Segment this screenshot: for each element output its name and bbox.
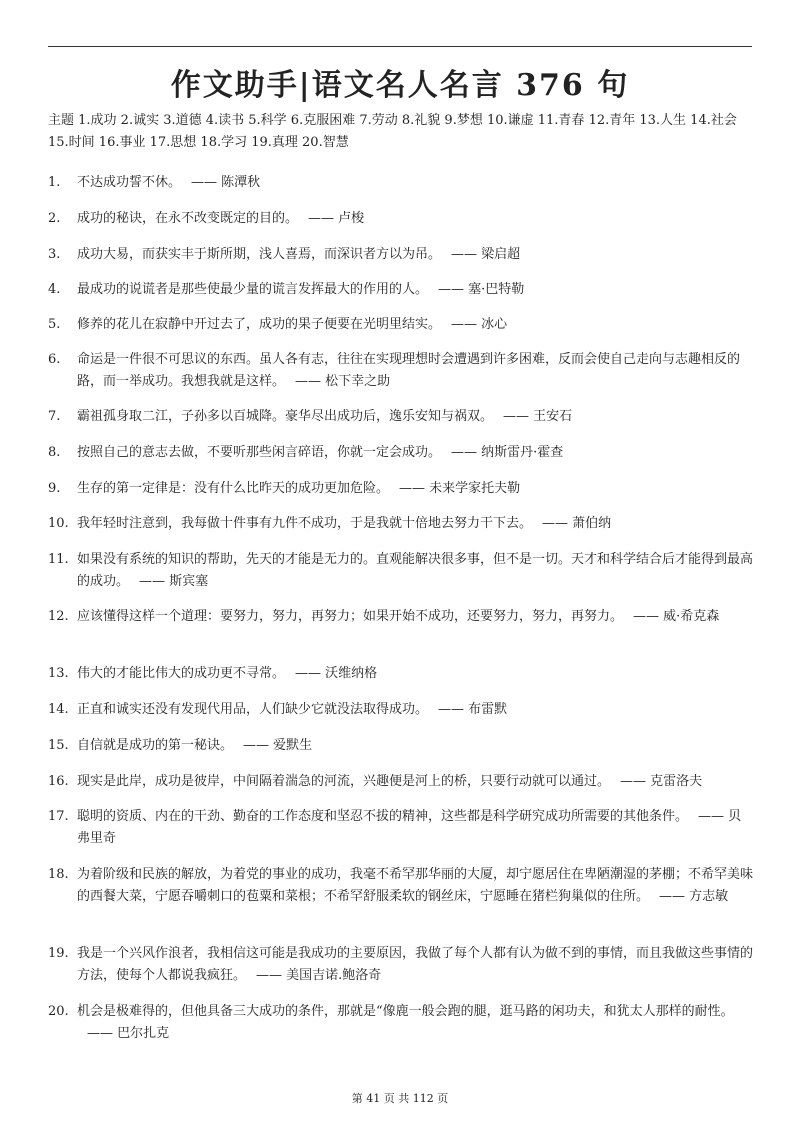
quote-item bbox=[48, 406, 754, 428]
quote-text: 最成功的说谎者是那些使最少量的谎言发挥最大的作用的人。 bbox=[77, 282, 429, 297]
quote-author: —— 美国吉诺.鲍洛奇 bbox=[256, 968, 382, 983]
quote-author: —— 爱默生 bbox=[243, 738, 313, 753]
quote-body bbox=[77, 663, 754, 685]
quote-number: 1. bbox=[48, 175, 61, 190]
quote-author: —— 克雷洛夫 bbox=[620, 774, 703, 789]
quote-author: —— 卢梭 bbox=[308, 211, 365, 226]
quote-text: 如果没有系统的知识的帮助，先天的才能是无力的。直观能解决很多事，但不是一切。天才和科学结合后才能得到最高的成功。 bbox=[77, 552, 754, 589]
quote-item bbox=[48, 663, 754, 685]
quote-text: 正直和诚实还没有发现代用品，人们缺少它就没法取得成功。 bbox=[77, 702, 429, 717]
page-footer: 第 41 页 共 112 页 bbox=[351, 1092, 449, 1105]
quote-item bbox=[48, 172, 754, 194]
quote-body bbox=[77, 406, 754, 428]
quote-item bbox=[48, 864, 754, 908]
quote-number: 12. bbox=[48, 609, 69, 624]
quote-number: 9. bbox=[48, 481, 61, 496]
quote-number: 5. bbox=[48, 317, 61, 332]
topics-line: 主题 1.成功 2.诚实 3.道德 4.读书 5.科学 6.克服困难 7.劳动 8.礼貌 9.梦想 10.谦虚 11.青春 12.青年 13.人生 14.社会 15.时间 16.事业 17.思想 18.学习 19.真理 20.智慧 bbox=[48, 113, 737, 150]
quote-body bbox=[77, 314, 754, 336]
quote-item bbox=[48, 314, 754, 336]
quote-item bbox=[48, 943, 754, 987]
quote-text: 修养的花儿在寂静中开过去了，成功的果子便要在光明里结实。 bbox=[77, 317, 442, 332]
quote-body bbox=[77, 699, 754, 721]
quote-author: —— 未来学家托夫勒 bbox=[399, 481, 521, 496]
quote-number: 15. bbox=[48, 738, 69, 753]
quote-number: 3. bbox=[48, 247, 61, 262]
quote-number: 6. bbox=[48, 352, 61, 367]
quote-text: 成功大易，而获实丰于斯所期，浅人喜焉，而深识者方以为吊。 bbox=[77, 247, 442, 262]
quote-text: 机会是极难得的，但他具备三大成功的条件，那就是“像鹿一般会跑的腿，逛马路的闲功夫，和犹太人那样的耐性。 bbox=[77, 1004, 734, 1019]
quote-text: 伟大的才能比伟大的成功更不寻常。 bbox=[77, 666, 286, 681]
quote-item bbox=[48, 771, 754, 793]
quote-item bbox=[48, 349, 754, 393]
quote-author: —— 巴尔扎克 bbox=[87, 1026, 170, 1041]
quote-text: 现实是此岸，成功是彼岸，中间隔着湍急的河流，兴趣便是河上的桥，只要行动就可以通过。 bbox=[77, 774, 611, 789]
quote-text: 命运是一件很不可思议的东西。虽人各有志，往往在实现理想时会遭遇到许多困难，反而会使自己走向与志趣相反的路，而一举成功。我想我就是这样。 bbox=[77, 352, 741, 389]
quote-body bbox=[77, 279, 754, 301]
quote-number: 10. bbox=[48, 516, 69, 531]
quote-item bbox=[48, 699, 754, 721]
quote-body bbox=[77, 478, 754, 500]
quote-text: 我年轻时注意到，我每做十件事有九件不成功，于是我就十倍地去努力干下去。 bbox=[77, 516, 533, 531]
quote-body bbox=[77, 771, 754, 793]
quote-text: 聪明的资质、内在的干劲、勤奋的工作态度和坚忍不拔的精神，这些都是科学研究成功所需要的其他条件。 bbox=[77, 809, 689, 824]
quote-number: 20. bbox=[48, 1004, 69, 1019]
quote-number: 7. bbox=[48, 409, 61, 424]
quote-author: —— 陈潭秋 bbox=[191, 175, 261, 190]
quote-number: 16. bbox=[48, 774, 69, 789]
document-title: 作文助手|语文名人名言 376 句 bbox=[170, 68, 630, 103]
quote-body bbox=[77, 735, 754, 757]
quote-author: —— 王安石 bbox=[503, 409, 573, 424]
quote-number: 13. bbox=[48, 666, 69, 681]
quote-author: —— 塞·巴特勒 bbox=[438, 282, 525, 297]
quote-body bbox=[77, 513, 754, 535]
quote-body bbox=[77, 244, 754, 266]
quote-text: 按照自己的意志去做，不要听那些闲言碎语，你就一定会成功。 bbox=[77, 445, 442, 460]
quote-text: 我是一个兴风作浪者，我相信这可能是我成功的主要原因，我做了每个人都有认为做不到的事情，而且我做这些事情的方法，使每个人都说我疯狂。 bbox=[77, 946, 754, 983]
quote-author: —— 纳斯雷丹·霍查 bbox=[451, 445, 564, 460]
quote-author: —— 威·希克森 bbox=[633, 609, 720, 624]
quote-author: —— 冰心 bbox=[451, 317, 508, 332]
quote-text: 应该懂得这样一个道理：要努力，努力，再努力；如果开始不成功，还要努力，努力，再努力。 bbox=[77, 609, 624, 624]
quote-body bbox=[77, 172, 754, 194]
quote-body bbox=[77, 806, 754, 850]
quote-number: 4. bbox=[48, 282, 61, 297]
quote-body bbox=[77, 1001, 754, 1045]
quote-body bbox=[77, 943, 754, 987]
quote-body bbox=[77, 864, 754, 908]
quote-item bbox=[48, 513, 754, 535]
quote-author: —— 萧伯纳 bbox=[542, 516, 612, 531]
quote-item bbox=[48, 735, 754, 757]
quote-item bbox=[48, 442, 754, 464]
quote-body bbox=[77, 208, 754, 230]
quote-author: —— 斯宾塞 bbox=[139, 574, 209, 589]
quote-item bbox=[48, 208, 754, 230]
quote-body bbox=[77, 606, 754, 628]
quote-text: 成功的秘诀，在永不改变既定的目的。 bbox=[77, 211, 299, 226]
quote-item bbox=[48, 1001, 754, 1045]
quote-text: 不达成功誓不休。 bbox=[77, 175, 182, 190]
quote-author: —— 贝弗里奇 bbox=[77, 809, 742, 846]
quote-item bbox=[48, 244, 754, 266]
quote-body bbox=[77, 442, 754, 464]
quote-author: —— 梁启超 bbox=[451, 247, 521, 262]
top-rule bbox=[48, 46, 752, 47]
quote-item bbox=[48, 806, 754, 850]
quote-item bbox=[48, 478, 754, 500]
quote-author: —— 布雷默 bbox=[438, 702, 508, 717]
quote-number: 8. bbox=[48, 445, 61, 460]
quote-text: 霸祖孤身取二江，子孙多以百城降。豪华尽出成功后，逸乐安知与祸双。 bbox=[77, 409, 494, 424]
quote-number: 11. bbox=[48, 552, 69, 567]
quote-item bbox=[48, 549, 754, 593]
quote-number: 2. bbox=[48, 211, 61, 226]
quote-author: —— 松下幸之助 bbox=[295, 374, 391, 389]
quote-body bbox=[77, 549, 754, 593]
quote-number: 17. bbox=[48, 809, 69, 824]
quote-number: 19. bbox=[48, 946, 69, 961]
quote-body bbox=[77, 349, 754, 393]
quote-text: 自信就是成功的第一秘诀。 bbox=[77, 738, 234, 753]
quote-author: —— 沃维纳格 bbox=[295, 666, 378, 681]
quote-author: —— 方志敏 bbox=[659, 889, 729, 904]
quote-number: 18. bbox=[48, 867, 69, 882]
quote-item bbox=[48, 279, 754, 301]
quote-text: 为着阶级和民族的解放，为着党的事业的成功，我毫不希罕那华丽的大厦，却宁愿居住在卑陋潮湿的茅棚；不希罕美味的西餐大菜，宁愿吞嚼刺口的苞粟和菜根；不希罕舒服柔软的钢丝床，宁愿睡在猪栏狗巢似的住所。 bbox=[77, 867, 754, 904]
quote-item bbox=[48, 606, 754, 628]
quote-number: 14. bbox=[48, 702, 69, 717]
quote-text: 生存的第一定律是：没有什么比昨天的成功更加危险。 bbox=[77, 481, 390, 496]
